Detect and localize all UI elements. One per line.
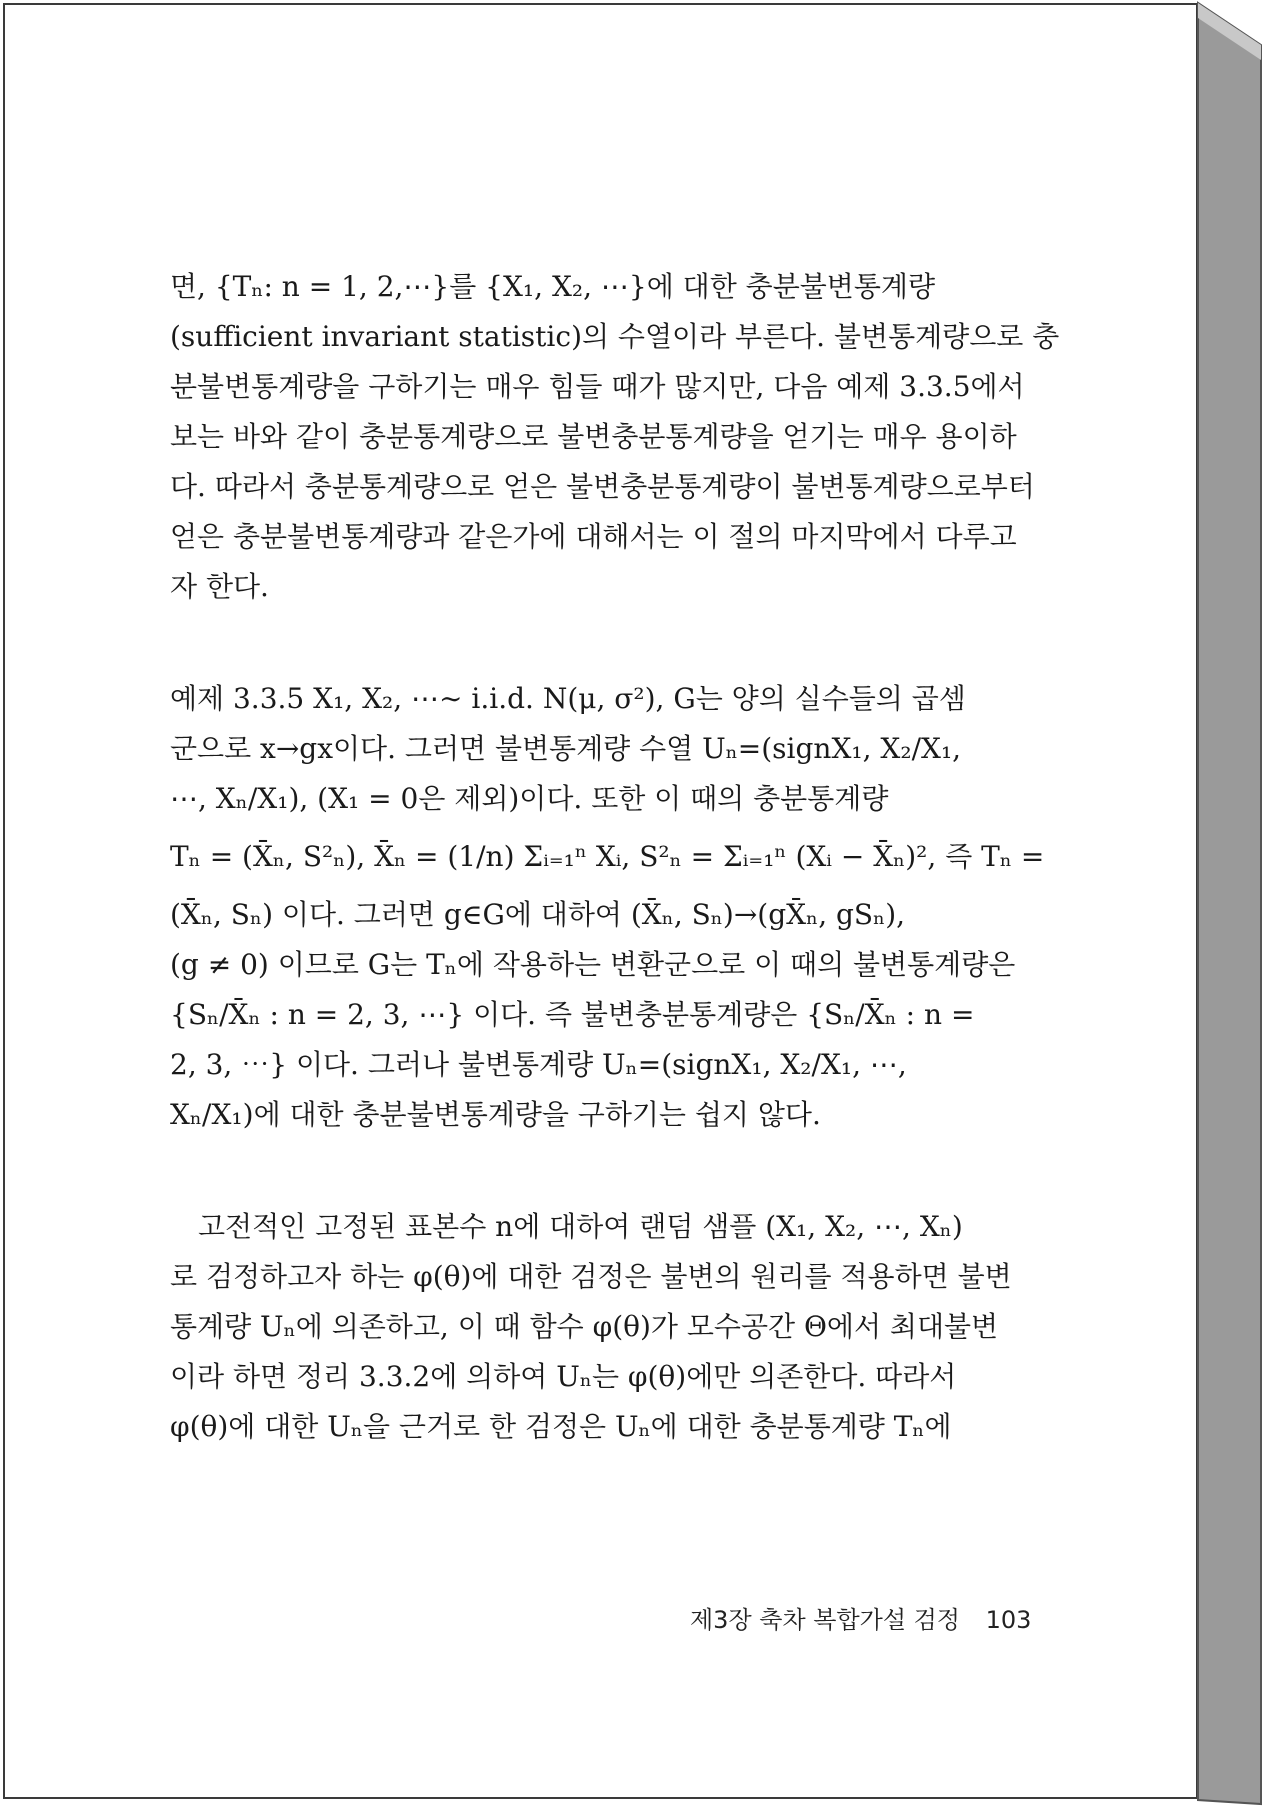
text-line: 면, {Tₙ: n = 1, 2,⋯}를 {X₁, X₂, ⋯}에 대한 충분불변통계량 bbox=[170, 270, 936, 303]
paragraph-2 bbox=[170, 1202, 1060, 1452]
text-line: {Sₙ/X̄ₙ : n = 2, 3, ⋯} 이다. 즉 불변충분통계량은 {Sₙ/X̄ₙ : n = bbox=[170, 998, 975, 1031]
text-line: (g ≠ 0) 이므로 G는 Tₙ에 작용하는 변환군으로 이 때의 불변통계량은 bbox=[170, 948, 1016, 981]
page-footer bbox=[690, 1600, 1030, 1635]
text-line: 이라 하면 정리 3.3.2에 의하여 Uₙ는 φ(θ)에만 의존한다. 따라서 bbox=[170, 1360, 957, 1393]
text-line: 고전적인 고정된 표본수 n에 대하여 랜덤 샘플 (X₁, X₂, ⋯, Xₙ) bbox=[198, 1210, 963, 1243]
paragraph-1 bbox=[170, 262, 1060, 612]
text-line: 보는 바와 같이 충분통계량으로 불변충분통계량을 얻기는 매우 용이하 bbox=[170, 420, 1017, 453]
text-line: 2, 3, ⋯} 이다. 그러나 불변통계량 Uₙ=(signX₁, X₂/X₁, ⋯, bbox=[170, 1048, 907, 1081]
text-line: ⋯, Xₙ/X₁), (X₁ = 0은 제외)이다. 또한 이 때의 충분통계량 bbox=[170, 782, 889, 815]
text-line: (sufficient invariant statistic)의 수열이라 부른다. 불변통계량으로 충 bbox=[170, 320, 1060, 353]
text-line: 군으로 x→gx이다. 그러면 불변통계량 수열 Uₙ=(signX₁, X₂/X₁, bbox=[170, 732, 962, 765]
text-line: 얻은 충분불변통계량과 같은가에 대해서는 이 절의 마지막에서 다루고 bbox=[170, 520, 1017, 553]
formula-line: Tₙ = (X̄ₙ, S²ₙ), X̄ₙ = (1/n) Σᵢ₌₁ⁿ Xᵢ, S²ₙ = Σᵢ₌₁ⁿ (Xᵢ − X̄ₙ)², 즉 Tₙ = bbox=[170, 840, 1045, 873]
spacer bbox=[170, 612, 1060, 674]
text-line: 다. 따라서 충분통계량으로 얻은 불변충분통계량이 불변통계량으로부터 bbox=[170, 470, 1035, 503]
text-line: 자 한다. bbox=[170, 570, 269, 603]
page-number: 103 bbox=[985, 1606, 1032, 1634]
text-line: 분불변통계량을 구하기는 매우 힘들 때가 많지만, 다음 예제 3.3.5에서 bbox=[170, 370, 1025, 403]
text-line: 로 검정하고자 하는 φ(θ)에 대한 검정은 불변의 원리를 적용하면 불변 bbox=[170, 1260, 1012, 1293]
text-line: φ(θ)에 대한 Uₙ을 근거로 한 검정은 Uₙ에 대한 충분통계량 Tₙ에 bbox=[170, 1410, 952, 1443]
spacer bbox=[170, 1140, 1060, 1202]
running-head: 제3장 축차 복합가설 검정 bbox=[690, 1606, 960, 1634]
example-3-3-5 bbox=[170, 674, 1060, 1140]
text-line: 통계량 Uₙ에 의존하고, 이 때 함수 φ(θ)가 모수공간 Θ에서 최대불변 bbox=[170, 1310, 999, 1343]
text-line: Xₙ/X₁)에 대한 충분불변통계량을 구하기는 쉽지 않다. bbox=[170, 1098, 821, 1131]
page-body bbox=[170, 262, 1060, 1452]
text-line: (X̄ₙ, Sₙ) 이다. 그러면 g∈G에 대하여 (X̄ₙ, Sₙ)→(gX̄ₙ, gSₙ), bbox=[170, 898, 906, 931]
text-line: 예제 3.3.5 X₁, X₂, ⋯∼ i.i.d. N(μ, σ²), G는 양의 실수들의 곱셈 bbox=[170, 682, 966, 715]
